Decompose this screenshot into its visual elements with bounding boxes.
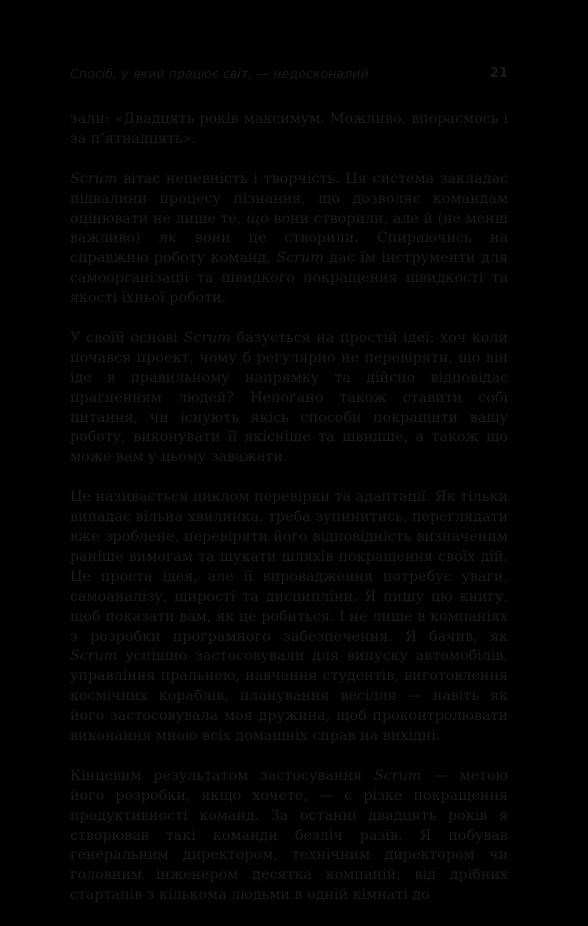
body-text xyxy=(70,110,508,926)
text-run: дає їм інструменти для самоорганізації та швидкого покращення швидкості та якості їхньої роботи. xyxy=(70,250,508,307)
paragraph-1 xyxy=(70,110,508,150)
running-title: Спосіб, у який працює світ, — недосконалий xyxy=(70,66,369,81)
italic-run: Scrum xyxy=(373,767,422,784)
text-run: вітає непевність і творчість. Ця система закладає підвалини процесу пізнання, що дозволяє командам оцінювати не лише те, xyxy=(70,170,508,227)
text-run: базується на простій ідеї: хоч коли почався проект, чому б регулярно не перевіряти, що він іде в правильному напрямку та дійсно відповідає прагненням людей? Непогано також ставити собі питання, чи існують якісь способи покращити вашу роботу, виконувати її якісніше та швидше, а також що може вам у цьому заважати. xyxy=(70,329,508,466)
italic-run: Scrum xyxy=(70,648,118,665)
paragraph-4 xyxy=(70,488,508,747)
paragraph-5 xyxy=(70,767,508,906)
text-run: У своїй основі xyxy=(70,329,184,346)
italic-run: як xyxy=(158,230,177,247)
paragraph-3 xyxy=(70,329,508,468)
running-header xyxy=(70,66,508,84)
text-run: зали: «Двадцять років максимум. Можливо, впораємось і за п’ятнадцять». xyxy=(70,111,508,147)
text-run: вони це створили. Спираючись на справжню роботу команд, xyxy=(70,230,508,267)
text-run: вони створили, але й (не менш важливо) xyxy=(70,210,508,247)
text-run: Це називається циклом перевірки та адаптації. Як тільки випадає вільна хвилинка, треба зупинитись, переглядати вже зроблене, перевіряти його відповідність визначеним раніше вимогам та шукати шляхів покращення своїх дій. Це проста ідея, але її впровадження потребує уваги, самоаналізу, щирості та дисципліни. Я пишу цю книгу, щоб показати вам, як це робиться. І не лише в компаніях з розробки програмного забезпечення. Я бачив, як xyxy=(70,489,508,645)
italic-run: Scrum xyxy=(70,170,118,187)
text-run: — метою його розробки, якщо хочете, — є різке покращення продуктивності команд. За останні двадцять років я створював такі команди безліч разів. Я побував генеральним директором, технічним директором чи головним інженером десятка компаній, від дрібних стартапів з кількома людьми в одній кімнаті до xyxy=(70,767,509,904)
italic-run: Scrum xyxy=(276,250,324,267)
italic-run: що xyxy=(245,210,269,227)
page-number: 21 xyxy=(489,66,508,81)
italic-run: Scrum xyxy=(183,329,231,346)
text-run: успішно застосовували для випуску автомобілів, управління пральнею, навчання студентів, виготовлення космічних кораблів, планування весілля — навіть як його застосовувала моя дружина, щоб проконтролювати виконання мною всіх домашніх справ на вихідні. xyxy=(70,648,508,745)
paragraph-2 xyxy=(70,170,508,309)
text-run: Кінцевим результатом застосування xyxy=(70,767,374,784)
